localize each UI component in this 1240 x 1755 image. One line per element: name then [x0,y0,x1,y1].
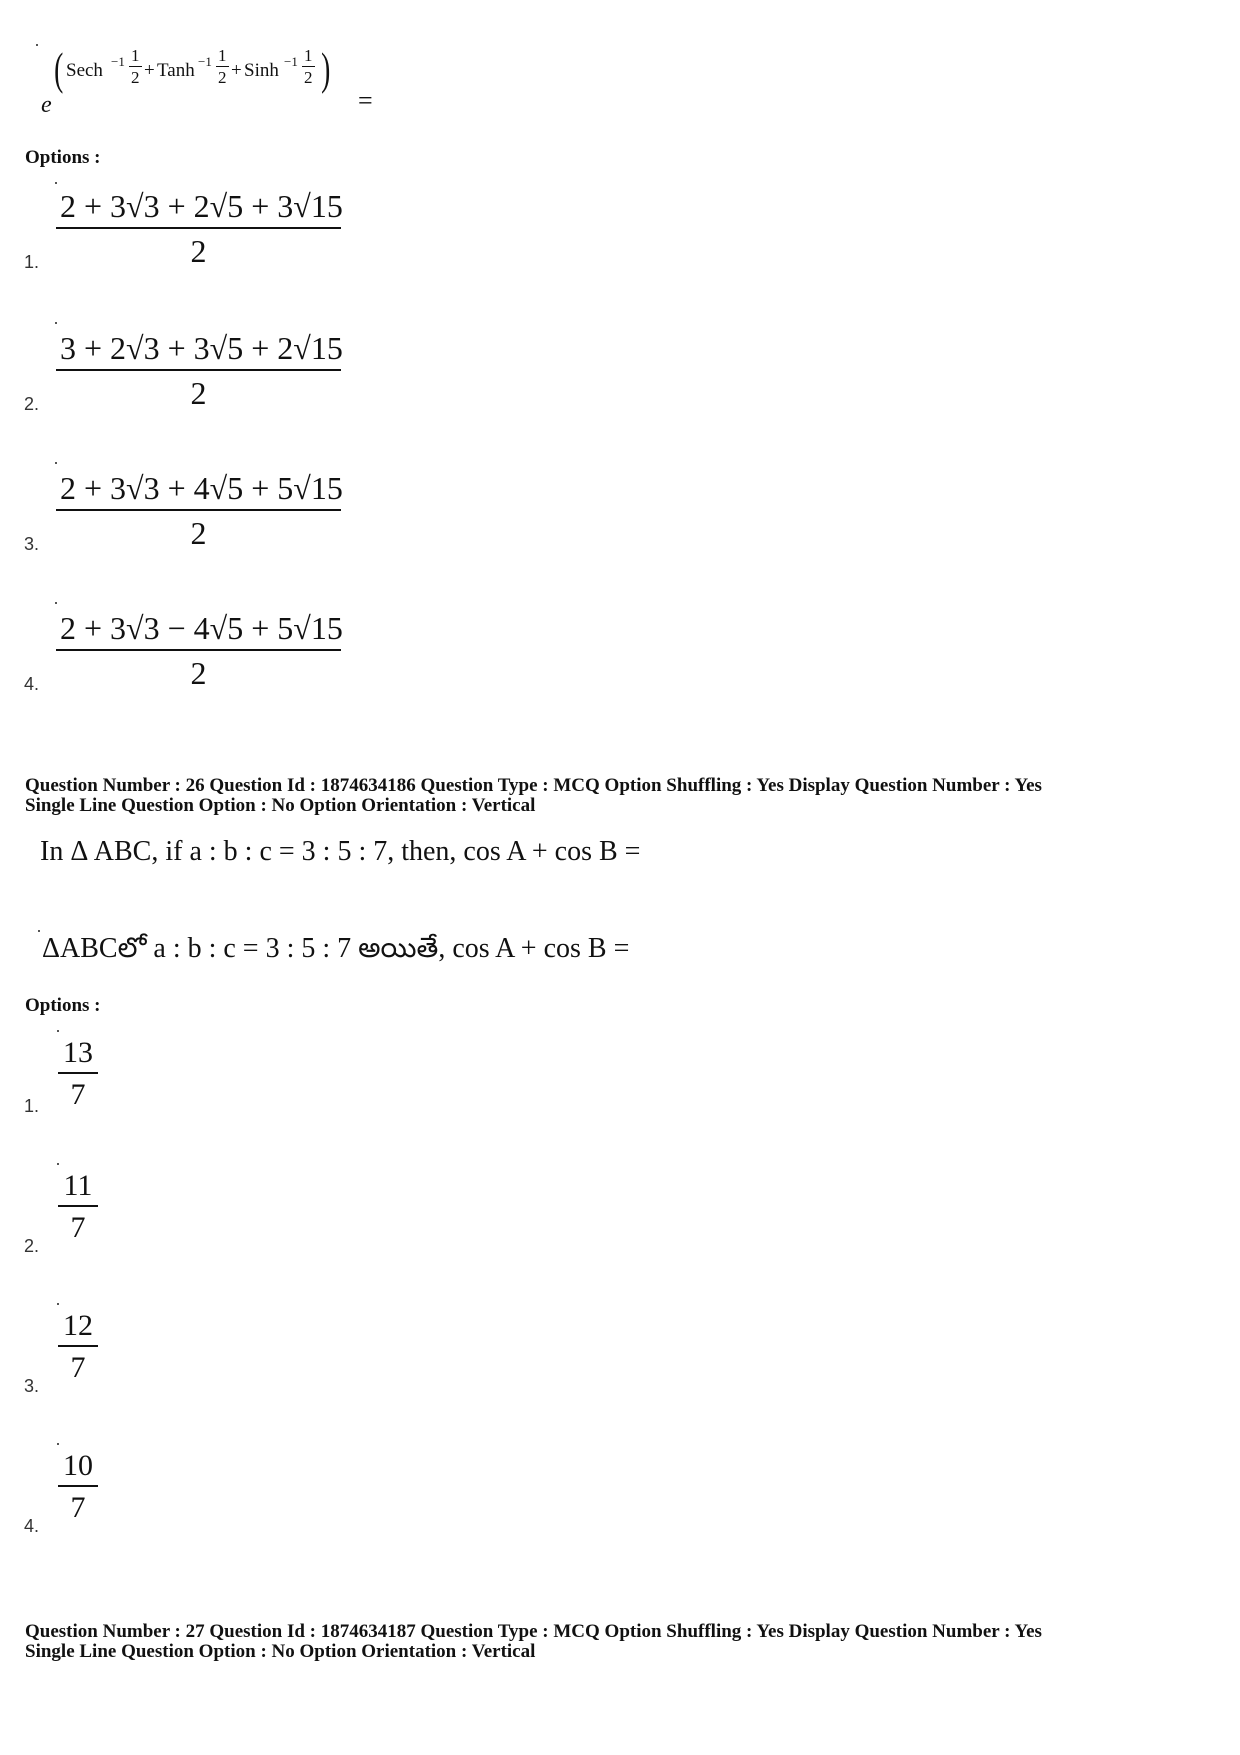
option-3-number: 3. [24,534,40,554]
term1-fn: Sech [66,60,103,81]
question-26-english-text: In Δ ABC, if a : b : c = 3 : 5 : 7, then, cos A + cos B = [40,836,641,867]
base-e: e [41,92,52,118]
term3-sup: −1 [284,54,298,69]
q26-option-2-fraction: $\frac{11}{7}$ [58,1169,98,1245]
q26-option-3-number: 3. [24,1376,40,1396]
close-paren: ) [321,43,331,94]
exponential-expression [36,40,396,120]
equals-sign: = [358,86,373,115]
question-26-meta-line2: Single Line Question Option : No Option Orientation : Vertical [25,795,536,816]
q26-option-2-number: 2. [24,1236,40,1256]
option-4-fraction: $\frac{2 + 3√3 - 4√5 + 5√15}{2}$ [56,610,341,692]
question-27-meta [25,1622,1042,1662]
question-26-meta-line1: Question Number : 26 Question Id : 1874634186 Question Type : MCQ Option Shuffling : Yes Display Question Number : Yes [25,775,1042,796]
term1-fraction: $\frac{1}{2}$ [131,46,140,87]
term2-fn: Tanh [157,60,195,81]
q26-option-1-number: 1. [24,1096,40,1116]
term1-sup: −1 [111,54,125,69]
term2-fraction: $\frac{1}{2}$ [218,46,227,87]
q26-option-4-number: 4. [24,1516,40,1536]
plus-1: + [144,60,155,81]
option-1-fraction: $\frac{2 + 3√3 + 2√5 + 3√15}{2}$ [56,188,341,270]
question-26-telugu-text: ΔABCలో a : b : c = 3 : 5 : 7 అయితే, cos A + cos B = [42,933,630,964]
option-2-fraction: $\frac{3 + 2√3 + 3√5 + 2√15}{2}$ [56,330,341,412]
question-27-meta-line2: Single Line Question Option : No Option Orientation : Vertical [25,1641,536,1662]
q26-option-4-fraction: $\frac{10}{7}$ [58,1449,98,1525]
question-27-meta-line1: Question Number : 27 Question Id : 1874634187 Question Type : MCQ Option Shuffling : Yes Display Question Number : Yes [25,1621,1042,1642]
option-1-number: 1. [24,252,40,272]
q26-option-3-fraction: $\frac{12}{7}$ [58,1309,98,1385]
term3-fraction: $\frac{1}{2}$ [304,46,313,87]
option-2-number: 2. [24,394,40,414]
question-26-options-heading: Options : [25,995,101,1016]
question-26-meta [25,776,1042,816]
option-3-fraction: $\frac{2 + 3√3 + 4√5 + 5√15}{2}$ [56,470,341,552]
open-paren: ( [54,43,64,94]
term2-sup: −1 [198,54,212,69]
option-4-number: 4. [24,674,40,694]
term3-fn: Sinh [244,60,279,81]
plus-2: + [231,60,242,81]
q26-option-1-fraction: $\frac{13}{7}$ [58,1036,98,1112]
options-heading: Options : [25,147,101,168]
